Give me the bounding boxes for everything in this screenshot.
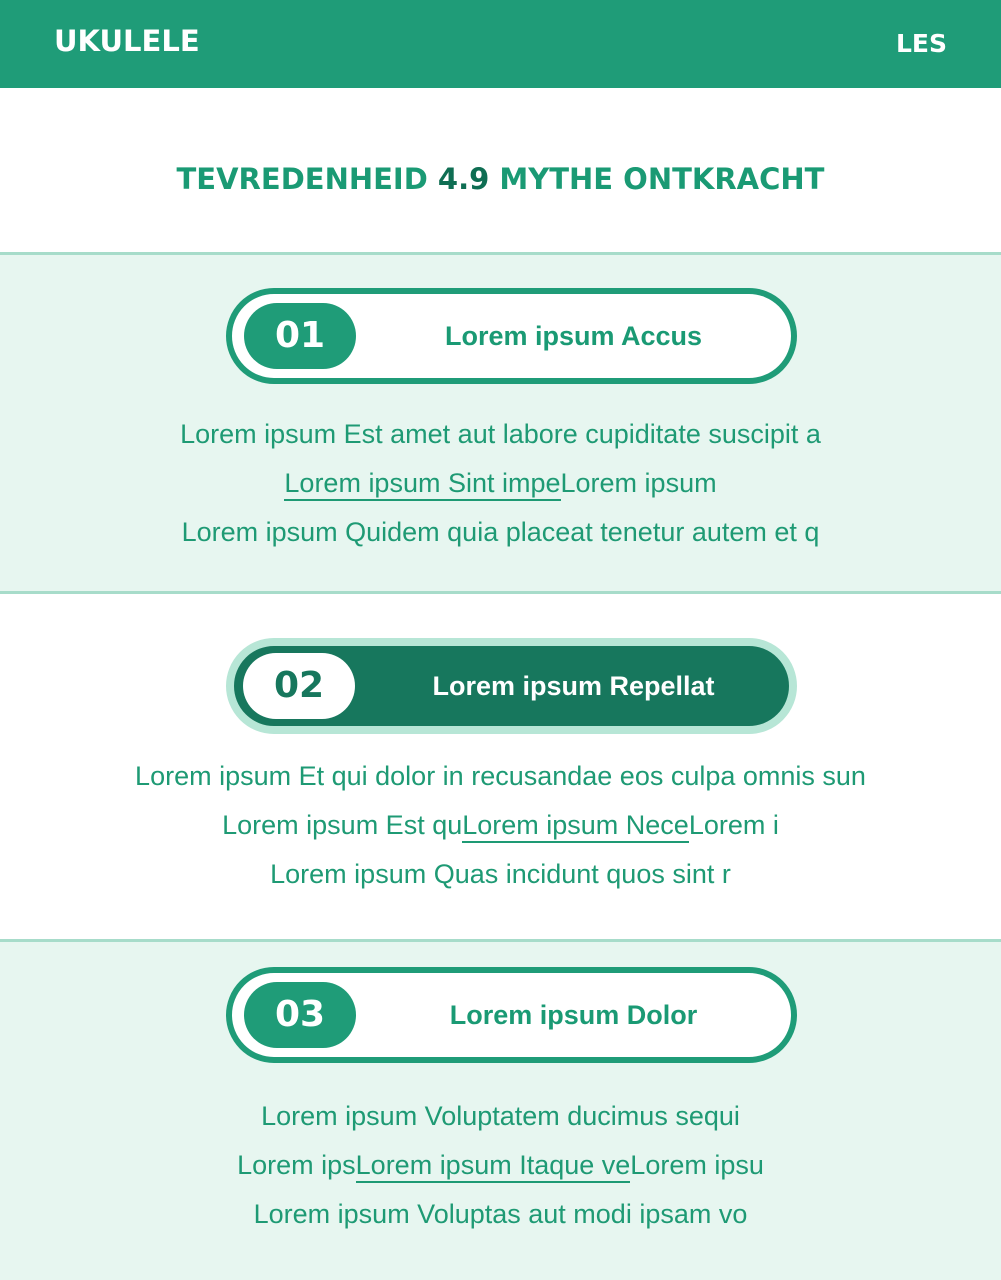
page-title-part1: TEVREDENHEID	[176, 162, 438, 196]
section-01-body	[0, 410, 1001, 557]
page-title-score: 4.9	[437, 162, 490, 196]
section-01-number-badge: 01	[244, 303, 356, 369]
section-01-line-1: Lorem ipsum Est amet aut labore cupiditate suscipit a	[180, 419, 821, 449]
section-01-pill-button[interactable]	[226, 288, 797, 384]
section-03-number-badge: 03	[244, 982, 356, 1048]
section-03-inline-link[interactable]: Lorem ipsum Itaque ve	[356, 1150, 631, 1183]
section-03-line-3: Lorem ipsum Voluptas aut modi ipsam vo	[253, 1199, 748, 1229]
section-01-line-3: Lorem ipsum Quidem quia placeat tenetur autem et q	[181, 517, 820, 547]
section-03-label: Lorem ipsum Dolor	[449, 1000, 698, 1030]
section-03-line-2	[0, 1141, 1001, 1190]
section-03-line-2-tail: Lorem ipsu	[630, 1150, 764, 1180]
section-02-line-2-head: Lorem ipsum Est qu	[222, 810, 463, 840]
section-02-line-1: Lorem ipsum Et qui dolor in recusandae eos culpa omnis sun	[135, 761, 866, 791]
brand-logo[interactable]: UKULELE	[54, 24, 200, 58]
nav-link-les[interactable]: LES	[895, 29, 947, 58]
section-01-label: Lorem ipsum Accus	[444, 321, 703, 351]
section-03-body	[0, 1092, 1001, 1239]
section-01-line-2-tail: Lorem ipsum	[560, 468, 717, 498]
top-header	[0, 0, 1001, 88]
section-02-line-3: Lorem ipsum Quas incidunt quos sint r	[270, 859, 731, 889]
section-02-body	[0, 752, 1001, 899]
section-02	[0, 591, 1001, 941]
section-02-pill-button[interactable]	[226, 638, 797, 734]
page-title-part2: MYTHE ONTKRACHT	[489, 162, 825, 196]
section-01-line-2	[0, 459, 1001, 508]
section-03	[0, 939, 1001, 1280]
section-01	[0, 252, 1001, 593]
page-title	[0, 162, 1001, 196]
section-02-number-badge: 02	[243, 653, 355, 719]
section-02-inline-link[interactable]: Lorem ipsum Nece	[462, 810, 689, 843]
section-03-pill-button[interactable]	[226, 967, 797, 1063]
section-02-label: Lorem ipsum Repellat	[432, 671, 715, 701]
section-01-inline-link[interactable]: Lorem ipsum Sint impe	[284, 468, 560, 501]
section-02-line-2-tail: Lorem i	[688, 810, 779, 840]
section-03-line-1: Lorem ipsum Voluptatem ducimus sequi	[261, 1101, 740, 1131]
section-02-line-2	[0, 801, 1001, 850]
section-03-line-2-head: Lorem ips	[237, 1150, 356, 1180]
